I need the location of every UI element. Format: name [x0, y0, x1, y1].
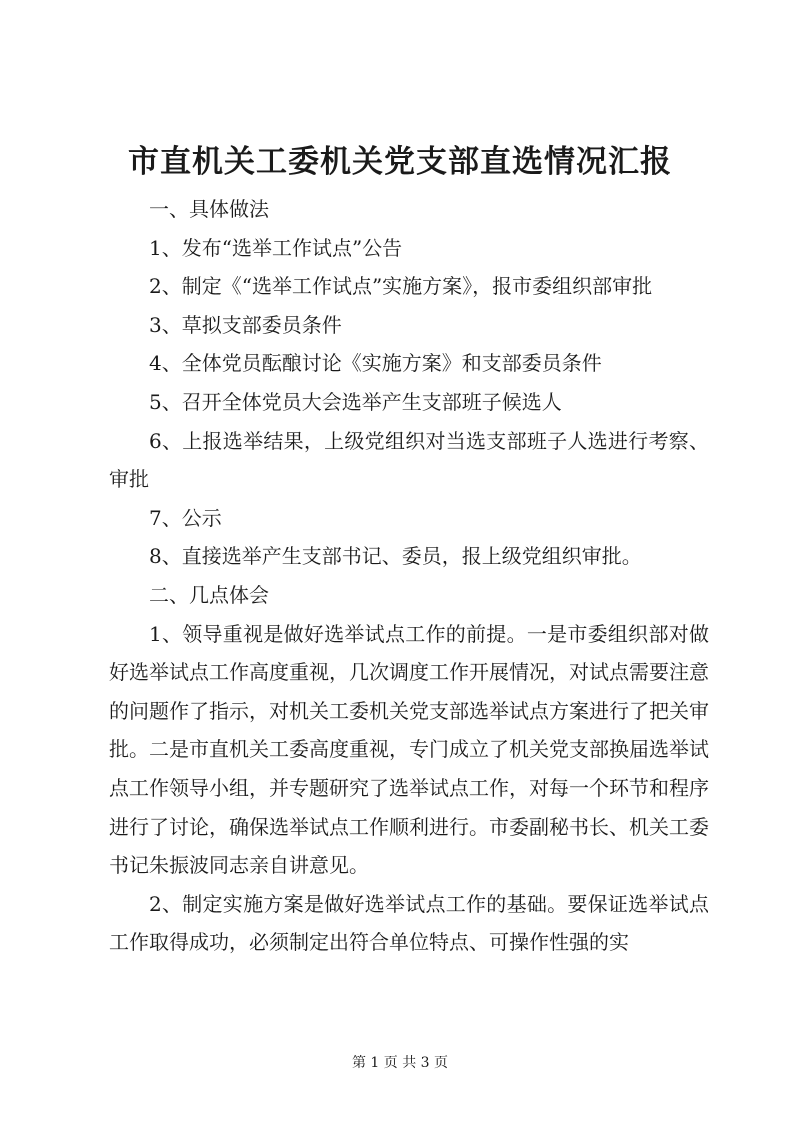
list-item: 5、召开全体党员大会选举产生支部班子候选人	[149, 389, 562, 414]
list-item: 4、全体党员酝酿讨论《实施方案》和支部委员条件	[149, 351, 602, 376]
document-body	[109, 190, 709, 962]
body-paragraph: 1、领导重视是做好选举试点工作的前提。一是市委组织部对做好选举试点工作高度重视，几次调度工作开展情况，对试点需要注意的问题作了指示，对机关工委机关党支部选举试点方案进行了把关审批。二是市直机关工委高度重视，专门成立了机关党支部换届选举试点工作领导小组，并专题研究了选举试点工作，对每一个环节和程序进行了讨论，确保选举试点工作顺利进行。市委副秘书长、机关工委书记朱振波同志亲自讲意见。	[109, 621, 709, 878]
page-footer: 第 1 页 共 3 页	[351, 1055, 449, 1071]
list-item: 7、公示	[149, 505, 222, 530]
list-item: 2、制定《“选举工作试点”实施方案》，报市委组织部审批	[149, 274, 653, 299]
list-item: 6、上报选举结果，上级党组织对当选支部班子人选进行考察、审批	[109, 428, 709, 492]
body-paragraph: 2、制定实施方案是做好选举试点工作的基础。要保证选举试点工作取得成功，必须制定出符合单位特点、可操作性强的实	[109, 891, 709, 955]
section-heading: 一、具体做法	[149, 197, 269, 221]
section-heading: 二、几点体会	[149, 582, 269, 607]
list-item: 1、发布“选举工作试点”公告	[149, 235, 403, 260]
list-item: 3、草拟支部委员条件	[149, 312, 342, 337]
list-item: 8、直接选举产生支部书记、委员，报上级党组织审批。	[149, 544, 642, 569]
document-title: 市直机关工委机关党支部直选情况汇报	[128, 144, 672, 180]
